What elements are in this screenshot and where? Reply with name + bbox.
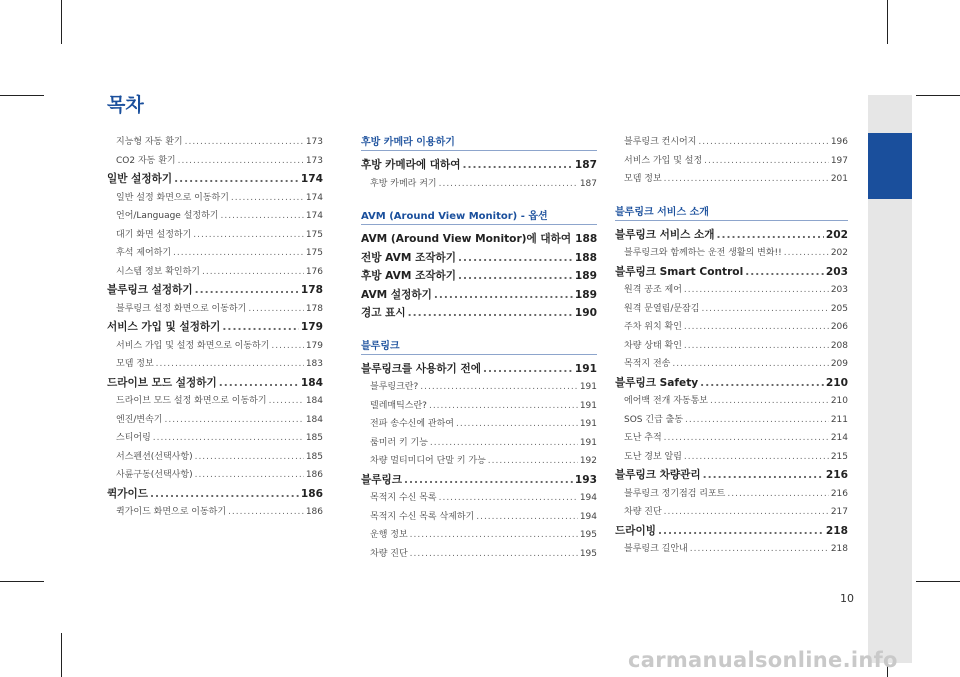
toc-entry-page: 210 xyxy=(825,376,848,389)
toc-entry-sub[interactable] xyxy=(615,503,848,522)
toc-entry-page: 173 xyxy=(305,137,323,147)
dot-leader xyxy=(462,156,572,175)
toc-entry-title: 블루링크 차량관리 xyxy=(615,469,701,481)
toc-entry-title: 블루링크와 함께하는 운전 생활의 변화!! xyxy=(624,248,782,258)
toc-entry-title: AVM 설정하기 xyxy=(361,288,432,301)
dot-leader xyxy=(222,318,298,337)
toc-entry-title: 드라이브 모드 설정 화면으로 이동하기 xyxy=(116,396,267,406)
dot-leader xyxy=(408,304,573,323)
dot-leader xyxy=(658,522,824,541)
toc-entry-sub[interactable] xyxy=(615,355,848,374)
toc-entry-main[interactable] xyxy=(615,522,848,541)
toc-entry-sub[interactable] xyxy=(107,263,323,282)
toc-entry-sub[interactable] xyxy=(361,378,597,397)
toc-entry-title: 서스펜션(선택사항) xyxy=(116,451,193,462)
crop-mark xyxy=(61,633,62,677)
toc-entry-sub[interactable] xyxy=(615,411,848,430)
toc-entry-sub[interactable] xyxy=(107,355,323,374)
dot-leader xyxy=(700,374,824,393)
toc-entry-sub[interactable] xyxy=(615,392,848,411)
toc-entry-title: 블루링크 길안내 xyxy=(624,544,688,554)
dot-leader xyxy=(430,434,578,453)
dot-leader xyxy=(202,263,304,282)
dot-leader xyxy=(410,526,578,545)
toc-entry-main[interactable] xyxy=(615,226,848,245)
toc-entry-sub[interactable] xyxy=(107,429,323,448)
dot-leader xyxy=(690,540,829,559)
toc-entry-sub[interactable] xyxy=(361,452,597,471)
toc-entry-sub[interactable] xyxy=(361,508,597,527)
toc-entry-title: 대기 화면 설정하기 xyxy=(116,229,192,240)
dot-leader xyxy=(429,397,578,416)
toc-entry-main[interactable] xyxy=(361,304,597,323)
toc-entry-main[interactable] xyxy=(107,485,323,504)
toc-entry-title: 에어백 전개 자동통보 xyxy=(624,396,708,406)
toc-entry-title: 원격 문열림/문잠김 xyxy=(624,303,700,314)
toc-entry-page: 187 xyxy=(574,159,597,171)
toc-entry-sub[interactable] xyxy=(107,411,323,430)
dot-leader xyxy=(195,466,304,485)
toc-entry-title: 차량 진단 xyxy=(624,507,662,517)
section-gap xyxy=(615,189,848,203)
toc-entry-title: 목적지 전송 xyxy=(624,359,671,369)
dot-leader xyxy=(784,244,829,263)
toc-entry-page: 176 xyxy=(305,266,323,277)
toc-entry-main[interactable] xyxy=(361,230,597,249)
dot-leader xyxy=(704,152,829,171)
section-heading: AVM (Around View Monitor) - 옵션 xyxy=(361,207,597,225)
toc-entry-page: 189 xyxy=(574,288,597,301)
toc-entry-title: 도난 추적 xyxy=(624,433,662,443)
toc-entry-main[interactable] xyxy=(361,471,597,490)
dot-leader xyxy=(269,392,304,411)
toc-entry-main[interactable] xyxy=(107,318,323,337)
crop-mark xyxy=(0,581,44,582)
toc-entry-main[interactable] xyxy=(615,263,848,282)
toc-entry-page: 179 xyxy=(305,340,323,351)
toc-entry-page: 178 xyxy=(305,303,323,314)
dot-leader xyxy=(456,415,578,434)
toc-entry-page: 202 xyxy=(830,248,848,258)
toc-entry-title: 일반 설정하기 xyxy=(107,173,173,185)
toc-entry-sub[interactable] xyxy=(615,281,848,300)
toc-entry-title: 블루링크 Safety xyxy=(615,376,699,389)
toc-entry-page: 202 xyxy=(825,228,848,241)
crop-mark xyxy=(61,0,62,44)
watermark: carmanualsonline.info xyxy=(628,648,898,672)
toc-entry-page: 174 xyxy=(300,173,323,185)
toc-entry-title: 블루링크 설정하기 xyxy=(107,284,193,296)
toc-entry-title: 지능형 자동 환기 xyxy=(116,137,183,147)
toc-entry-page: 191 xyxy=(579,437,597,448)
dot-leader xyxy=(664,503,829,522)
toc-entry-page: 203 xyxy=(825,265,848,278)
dot-leader xyxy=(701,300,828,319)
toc-entry-page: 184 xyxy=(300,376,323,389)
toc-entry-title: 차량 멀티미디어 단말 키 가능 xyxy=(370,456,486,466)
dot-leader xyxy=(745,263,824,282)
toc-entry-sub[interactable] xyxy=(361,545,597,564)
dot-leader xyxy=(174,170,299,189)
dot-leader xyxy=(684,448,829,467)
toc-entry-sub[interactable] xyxy=(615,485,848,504)
toc-entry-title: 후방 AVM 조작하기 xyxy=(361,270,456,282)
toc-entry-main[interactable] xyxy=(361,249,597,268)
toc-entry-page: 201 xyxy=(830,174,848,184)
dot-leader xyxy=(685,411,829,430)
dot-leader xyxy=(219,374,299,393)
toc-entry-title: 블루링크란? xyxy=(370,382,419,392)
toc-entry-page: 185 xyxy=(305,451,323,462)
toc-entry-title: CO2 자동 환기 xyxy=(116,155,176,166)
toc-column-1 xyxy=(107,133,323,522)
toc-entry-page: 187 xyxy=(579,178,597,189)
toc-entry-sub[interactable] xyxy=(615,133,848,152)
toc-entry-page: 184 xyxy=(305,396,323,406)
toc-entry-sub[interactable] xyxy=(107,466,323,485)
toc-entry-title: SOS 긴급 출동 xyxy=(624,414,684,425)
dot-leader xyxy=(727,485,828,504)
dot-leader xyxy=(404,471,573,490)
toc-entry-main[interactable] xyxy=(615,374,848,393)
toc-entry-title: 룸미러 키 기능 xyxy=(370,437,428,448)
toc-entry-sub[interactable] xyxy=(361,397,597,416)
toc-entry-title: 블루링크 xyxy=(361,473,402,486)
toc-entry-sub[interactable] xyxy=(615,318,848,337)
toc-entry-title: 전방 AVM 조작하기 xyxy=(361,251,456,264)
dot-leader xyxy=(703,466,824,485)
toc-entry-title: 퀵가이드 xyxy=(107,487,148,500)
toc-entry-sub[interactable] xyxy=(107,300,323,319)
toc-entry-title: 후방 카메라 켜기 xyxy=(370,178,437,189)
toc-entry-title: 서비스 가입 및 설정 xyxy=(624,155,703,166)
toc-entry-page: 216 xyxy=(830,488,848,499)
dot-leader xyxy=(228,503,304,522)
dot-leader xyxy=(231,189,304,208)
toc-entry-title: 블루링크 컨시어지 xyxy=(624,137,697,147)
dot-leader xyxy=(156,355,304,374)
toc-entry-title: 후방 카메라에 대하여 xyxy=(361,159,461,171)
toc-entry-sub[interactable] xyxy=(615,540,848,559)
toc-entry-page: 189 xyxy=(574,270,597,282)
toc-entry-page: 218 xyxy=(825,524,848,537)
toc-entry-title: 후석 제어하기 xyxy=(116,248,172,258)
toc-entry-sub[interactable] xyxy=(361,526,597,545)
toc-entry-page: 211 xyxy=(830,414,848,425)
toc-entry-page: 217 xyxy=(830,507,848,517)
toc-entry-sub[interactable] xyxy=(615,448,848,467)
toc-entry-page: 186 xyxy=(305,507,323,517)
side-tab-marker xyxy=(868,133,912,199)
toc-entry-page: 194 xyxy=(579,493,597,503)
toc-entry-title: 차량 진단 xyxy=(370,548,408,559)
dot-leader xyxy=(684,337,829,356)
toc-entry-page: 186 xyxy=(300,487,323,500)
toc-entry-sub[interactable] xyxy=(107,392,323,411)
toc-entry-title: 경고 표시 xyxy=(361,307,406,319)
toc-entry-main[interactable] xyxy=(361,156,597,175)
toc-entry-title: 스티어링 xyxy=(116,433,151,443)
toc-entry-title: 원격 공조 제어 xyxy=(624,285,682,295)
toc-entry-page: 203 xyxy=(830,285,848,295)
toc-entry-title: 서비스 가입 및 설정하기 xyxy=(107,321,221,333)
toc-entry-title: 도난 경보 알림 xyxy=(624,451,682,462)
dot-leader xyxy=(458,267,573,286)
toc-entry-page: 191 xyxy=(579,382,597,392)
dot-leader xyxy=(173,244,304,263)
toc-entry-sub[interactable] xyxy=(615,244,848,263)
toc-entry-title: 차량 상태 확인 xyxy=(624,340,682,351)
toc-entry-title: 일반 설정 화면으로 이동하기 xyxy=(116,192,229,203)
toc-entry-sub[interactable] xyxy=(361,175,597,194)
section-gap xyxy=(361,193,597,207)
dot-leader xyxy=(195,448,304,467)
dot-leader xyxy=(150,485,299,504)
dot-leader xyxy=(710,392,829,411)
dot-leader xyxy=(458,249,573,268)
crop-mark xyxy=(887,0,888,44)
toc-entry-sub[interactable] xyxy=(107,133,323,152)
toc-entry-page: 196 xyxy=(830,137,848,147)
toc-entry-title: 모뎀 정보 xyxy=(624,174,662,184)
toc-entry-sub[interactable] xyxy=(361,415,597,434)
toc-entry-main[interactable] xyxy=(107,374,323,393)
toc-entry-title: 목적지 수신 목록 삭제하기 xyxy=(370,511,475,522)
dot-leader xyxy=(488,452,578,471)
toc-entry-title: 주차 위치 확인 xyxy=(624,322,682,332)
toc-entry-page: 188 xyxy=(574,251,597,264)
toc-entry-title: 드라이빙 xyxy=(615,524,656,537)
toc-entry-page: 214 xyxy=(830,433,848,443)
toc-entry-title: 드라이브 모드 설정하기 xyxy=(107,376,217,389)
dot-leader xyxy=(672,355,828,374)
toc-entry-page: 197 xyxy=(830,155,848,166)
toc-entry-page: 210 xyxy=(830,396,848,406)
toc-entry-sub[interactable] xyxy=(107,152,323,171)
toc-entry-title: 서비스 가입 및 설정 화면으로 이동하기 xyxy=(116,340,270,351)
toc-entry-main[interactable] xyxy=(361,267,597,286)
dot-leader xyxy=(193,226,304,245)
dot-leader xyxy=(664,429,829,448)
toc-entry-title: 블루링크를 사용하기 전에 xyxy=(361,362,481,375)
toc-entry-page: 208 xyxy=(830,340,848,351)
toc-entry-title: 엔진/변속기 xyxy=(116,414,163,425)
toc-entry-title: 전파 송수신에 관하여 xyxy=(370,419,454,429)
toc-entry-page: 191 xyxy=(579,400,597,411)
toc-entry-sub[interactable] xyxy=(107,226,323,245)
toc-entry-main[interactable] xyxy=(361,286,597,305)
toc-entry-page: 183 xyxy=(305,359,323,369)
dot-leader xyxy=(684,318,829,337)
toc-entry-sub[interactable] xyxy=(107,207,323,226)
toc-entry-page: 206 xyxy=(830,322,848,332)
toc-entry-sub[interactable] xyxy=(107,244,323,263)
toc-entry-sub[interactable] xyxy=(615,337,848,356)
page-title: 목차 xyxy=(107,94,144,116)
toc-entry-title: 시스템 정보 확인하기 xyxy=(116,266,200,277)
toc-entry-page: 193 xyxy=(574,473,597,486)
toc-entry-page: 184 xyxy=(305,414,323,425)
dot-leader xyxy=(716,226,823,245)
toc-entry-page: 175 xyxy=(305,229,323,240)
toc-entry-sub[interactable] xyxy=(615,300,848,319)
toc-entry-sub[interactable] xyxy=(361,489,597,508)
toc-entry-sub[interactable] xyxy=(107,189,323,208)
toc-entry-title: 블루링크 설정 화면으로 이동하기 xyxy=(116,303,247,314)
section-heading: 블루링크 서비스 소개 xyxy=(615,203,848,221)
toc-entry-page: 195 xyxy=(579,530,597,540)
page-number: 10 xyxy=(840,592,854,605)
toc-entry-sub[interactable] xyxy=(615,429,848,448)
toc-entry-page: 188 xyxy=(575,233,597,245)
toc-entry-title: 목적지 수신 목록 xyxy=(370,493,437,503)
toc-entry-page: 179 xyxy=(300,321,323,333)
toc-entry-page: 190 xyxy=(574,307,597,319)
crop-mark xyxy=(916,581,960,582)
dot-leader xyxy=(220,207,303,226)
toc-entry-title: 모뎀 정보 xyxy=(116,359,154,369)
crop-mark xyxy=(0,95,44,96)
dot-leader xyxy=(185,133,304,152)
toc-entry-page: 175 xyxy=(305,248,323,258)
toc-entry-page: 186 xyxy=(305,470,323,480)
toc-entry-title: 블루링크 Smart Control xyxy=(615,265,744,278)
toc-entry-page: 195 xyxy=(579,548,597,559)
toc-entry-title: 운행 정보 xyxy=(370,530,408,540)
dot-leader xyxy=(165,411,304,430)
dot-leader xyxy=(271,337,303,356)
toc-column-3 xyxy=(615,133,848,559)
section-heading: 블루링크 xyxy=(361,337,597,355)
toc-entry-page: 209 xyxy=(830,359,848,369)
dot-leader xyxy=(476,508,578,527)
toc-entry-page: 194 xyxy=(579,511,597,522)
crop-mark xyxy=(916,95,960,96)
toc-entry-main[interactable] xyxy=(615,466,848,485)
dot-leader xyxy=(439,175,578,194)
dot-leader xyxy=(420,378,578,397)
toc-entry-title: 블루링크 서비스 소개 xyxy=(615,228,715,241)
toc-entry-page: 205 xyxy=(830,303,848,314)
dot-leader xyxy=(178,152,304,171)
toc-entry-title: 블루링크 정기점검 리포트 xyxy=(624,488,726,499)
toc-entry-main[interactable] xyxy=(361,360,597,379)
toc-entry-page: 215 xyxy=(830,451,848,462)
toc-entry-page: 192 xyxy=(579,456,597,466)
toc-entry-title: AVM (Around View Monitor)에 대하여 xyxy=(361,233,572,245)
toc-entry-page: 216 xyxy=(825,469,848,481)
toc-entry-page: 178 xyxy=(300,284,323,296)
toc-entry-page: 174 xyxy=(305,211,323,221)
toc-entry-page: 174 xyxy=(305,192,323,203)
toc-entry-sub[interactable] xyxy=(107,503,323,522)
toc-entry-sub[interactable] xyxy=(615,170,848,189)
toc-entry-title: 언어/Language 설정하기 xyxy=(116,211,219,221)
toc-entry-main[interactable] xyxy=(107,170,323,189)
toc-entry-title: 텔레매틱스란? xyxy=(370,400,427,411)
dot-leader xyxy=(434,286,573,305)
toc-entry-sub[interactable] xyxy=(361,434,597,453)
dot-leader xyxy=(684,281,829,300)
toc-entry-title: 퀵가이드 화면으로 이동하기 xyxy=(116,507,227,517)
section-heading: 후방 카메라 이용하기 xyxy=(361,133,597,151)
dot-leader xyxy=(195,281,299,300)
dot-leader xyxy=(439,489,578,508)
toc-entry-page: 185 xyxy=(305,433,323,443)
section-gap xyxy=(361,323,597,337)
toc-entry-sub[interactable] xyxy=(107,448,323,467)
dot-leader xyxy=(153,429,304,448)
toc-entry-page: 173 xyxy=(305,155,323,166)
toc-entry-page: 218 xyxy=(830,544,848,554)
dot-leader xyxy=(664,170,829,189)
dot-leader xyxy=(248,300,304,319)
toc-entry-page: 191 xyxy=(574,362,597,375)
toc-entry-title: 사륜구동(선택사항) xyxy=(116,470,193,480)
toc-entry-sub[interactable] xyxy=(615,152,848,171)
toc-entry-main[interactable] xyxy=(107,281,323,300)
toc-entry-page: 191 xyxy=(579,419,597,429)
dot-leader xyxy=(698,133,828,152)
dot-leader xyxy=(483,360,573,379)
toc-column-2 xyxy=(361,133,597,563)
dot-leader xyxy=(410,545,578,564)
toc-entry-sub[interactable] xyxy=(107,337,323,356)
